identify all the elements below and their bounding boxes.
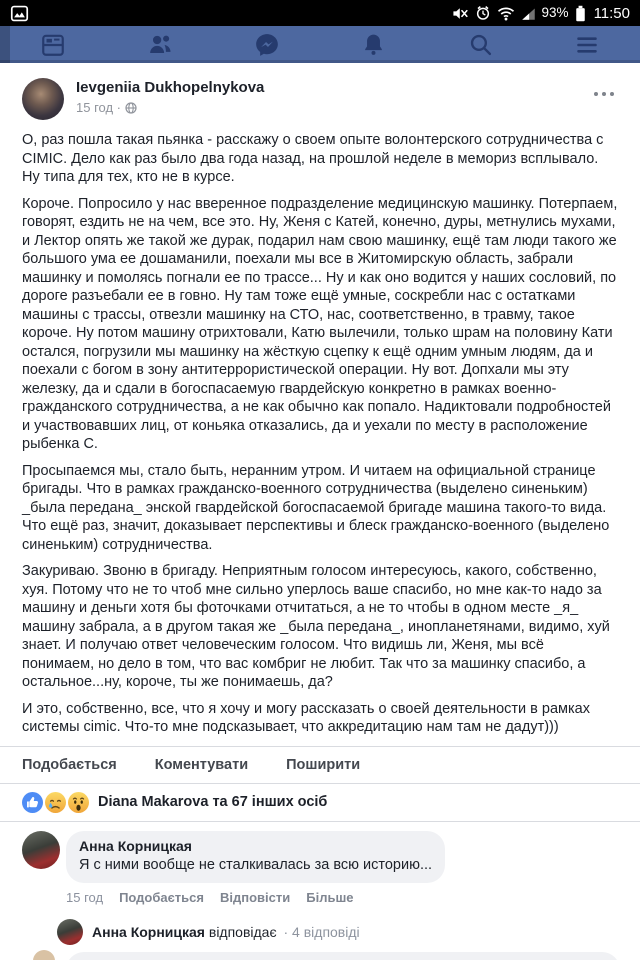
comment-footer [0, 883, 640, 905]
commenter-avatar[interactable] [22, 831, 60, 869]
facebook-nav-bar [0, 26, 640, 63]
sad-reaction-icon [45, 792, 66, 813]
post-more-options-button[interactable] [590, 88, 618, 100]
search-icon [468, 32, 493, 57]
reply-avatar[interactable] [57, 919, 83, 945]
comment-timestamp: 15 год [66, 889, 104, 905]
screenshot-icon [10, 5, 29, 22]
comment [0, 822, 640, 883]
tab-messenger[interactable] [213, 26, 320, 63]
post-paragraph: Короче. Попросило у нас вверенное подразделение медицинскую машинку. Потерпаем, говорят, ездить не на чем, все это. Ну, Женя с Катей, конечно, дуры, метнулись мухами, и Лектор опять же такой же дурак, подарил нам свою машинку, ещё там люди такого же большого ума ее дошаманили, поехали мы все в Житомирскую область, забрали машинку и помолясь погнали ее по трассе... Ну и как оно водится у наших сословий, по дороге разъебали ее в говно. Ну там тоже ещё умные, соскребли нас с остатками машины с трассы, отвезли машинку на СТО, нас, соответственно, в травму, такое короче. Ну потом машину отрихтовали, Катю вылечили, только шрам на половину Кати остался, погрузили мы машинку на жёсткую сцепку к ещё одним умным людям, да и поехали с богом в зону антитеррористической операции. Ну вот. Допхали мы эту железку, да и сдали в богоспасаемую гвардейскую конкретно в рамках военно-гражданского сотрудничества, а не как обычно как попало. Надиктовали подробностей и участвовавших лиц, от коньяка отказались, да и уехали по месту в расположение рыбенка С. [22, 195, 618, 452]
tab-search[interactable] [427, 26, 534, 63]
like-reaction-icon [22, 792, 43, 813]
reply-author[interactable]: Анна Корницкая [92, 923, 205, 940]
friends-icon [147, 31, 174, 58]
alarm-icon [475, 5, 491, 21]
wifi-icon [497, 6, 515, 21]
post-paragraph: И это, собственно, все, что я хочу и могу рассказать о своей деятельности в рамках системы cimic. Что-то мне подсказывает, что аккредитацию нам там не дадут))) [22, 700, 590, 735]
tab-notifications[interactable] [320, 26, 427, 63]
globe-icon [125, 102, 137, 114]
tab-friend-requests[interactable] [107, 26, 214, 63]
bell-icon [361, 32, 386, 57]
post-body [0, 124, 640, 737]
hamburger-icon [574, 32, 600, 58]
comment-reply-button[interactable]: Відповісти [219, 889, 291, 905]
commenter-name[interactable]: Анна Корницкая [79, 837, 192, 854]
reply-indicator[interactable] [57, 919, 640, 945]
messenger-icon [254, 32, 280, 58]
tab-menu[interactable] [533, 26, 640, 63]
comment-text: Я с ними вообще не сталкивалась за всю историю... [79, 856, 433, 873]
mute-icon [452, 6, 469, 21]
post-paragraph: Закуриваю. Звоню в бригаду. Неприятным голосом интересуюсь, какого, собственно, хуя. Потому что не то чтоб мне сильно уперлось ваше спасибо, но мне как-то надо за машину и деньги хотя бы фоточками отчитаться, а не то чтобы в одном месте _я_ машину забрала, а в другом такая же _была передана_, инопланетянами, видимо, хуй знает. И получаю ответ человеческим голосом. Что видишь ли, Женя, мы всё понимаем, но дело в том, что вас комбриг не любит. Так что за машинку спасибо, а остальное...ну, короче, ты же понимаешь, да? [22, 563, 610, 690]
clock-text: 11:50 [593, 4, 630, 22]
partial-next-comment [33, 950, 640, 960]
author-avatar[interactable] [22, 78, 64, 120]
reply-verb: відповідає [208, 923, 277, 940]
comment-more-button[interactable]: Більше [306, 889, 354, 905]
share-button[interactable]: Поширити [286, 756, 361, 773]
post-action-bar [0, 747, 640, 783]
signal-icon [521, 6, 536, 21]
post-timestamp: 15 год · [76, 100, 121, 115]
battery-percent: 93% [541, 5, 569, 21]
like-button[interactable]: Подобається [22, 756, 117, 773]
reactions-summary[interactable]: Diana Makarova та 67 інших осіб [98, 794, 328, 810]
comment-like-button[interactable]: Подобається [119, 889, 204, 905]
post-paragraph: Просыпаемся мы, стало быть, неранним утром. И читаем на официальной странице бригады. Что в рамках гражданско-военного сотрудничества (выделено синеньким) _была передана_ энской гвардейской богоспасаемой бригаде машина такого-то вида. Что ещё раз, значит, доказывает перспективы и блеск гражданско-военного (выделено синеньким) сотрудничества. [22, 462, 610, 553]
battery-icon [575, 5, 586, 22]
wow-reaction-icon [68, 792, 89, 813]
post-paragraph: О, раз пошла такая пьянка - расскажу о своем опыте волонтерского сотрудничества с CIMIC. Дело как раз было два года назад, на прошлой неделе в мемориз всплывало. Ну типа для тех, кто не в курсе. [22, 132, 604, 185]
next-commenter-avatar[interactable] [33, 950, 55, 960]
post-header [0, 63, 640, 124]
comment-button[interactable]: Коментувати [154, 756, 249, 773]
author-name[interactable]: Ievgeniia Dukhopelnykova [76, 79, 265, 96]
status-bar [0, 0, 640, 26]
reactions-row[interactable] [0, 784, 640, 821]
reaction-icons[interactable] [22, 792, 91, 813]
tab-newsfeed[interactable] [0, 26, 107, 63]
next-comment-bubble[interactable] [66, 952, 620, 960]
newsfeed-icon [40, 32, 66, 58]
comment-bubble[interactable] [66, 831, 445, 883]
reply-count[interactable]: · 4 відповіді [283, 923, 360, 940]
